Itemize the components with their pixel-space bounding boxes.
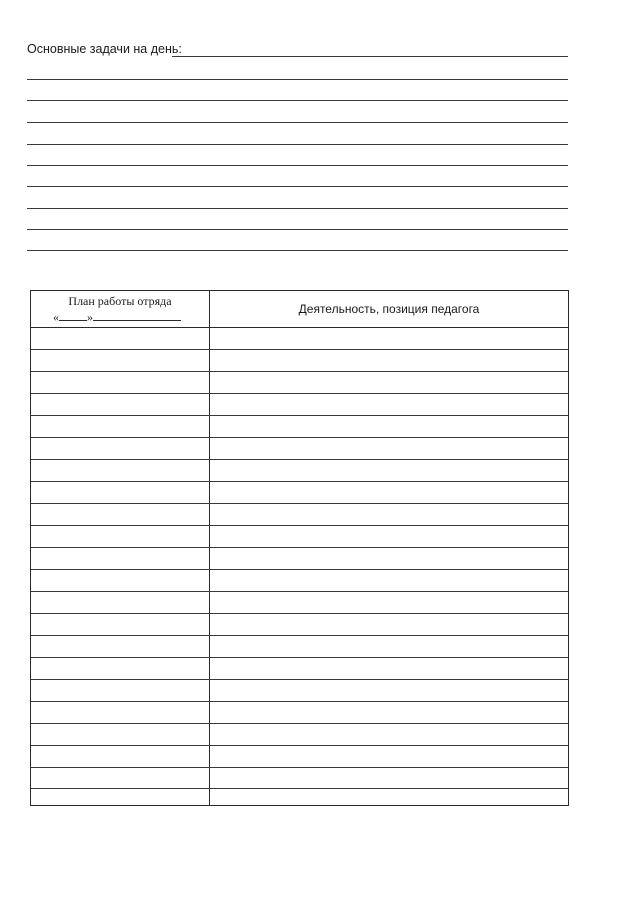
table-row-line bbox=[31, 767, 568, 768]
date-open-quote: « bbox=[53, 310, 59, 324]
tasks-writing-line bbox=[27, 186, 568, 187]
date-day-blank bbox=[59, 311, 87, 321]
daily-tasks-label: Основные задачи на день: bbox=[27, 42, 182, 56]
table-row-line bbox=[31, 481, 568, 482]
tasks-writing-line bbox=[27, 144, 568, 145]
tasks-writing-line bbox=[172, 56, 568, 57]
table-row-line bbox=[31, 613, 568, 614]
tasks-writing-line bbox=[27, 229, 568, 230]
plan-column-header bbox=[31, 294, 209, 308]
date-month-blank bbox=[93, 311, 181, 321]
tasks-writing-line bbox=[27, 208, 568, 209]
table-row-line bbox=[31, 393, 568, 394]
table-row-line bbox=[31, 525, 568, 526]
table-row-line bbox=[31, 591, 568, 592]
date-field bbox=[53, 311, 181, 323]
table-row-line bbox=[31, 635, 568, 636]
squad-plan-table bbox=[30, 290, 569, 806]
table-row-line bbox=[31, 569, 568, 570]
activity-column-header: Деятельность, позиция педагога bbox=[298, 302, 480, 316]
header-divider bbox=[31, 327, 568, 328]
table-row-line bbox=[31, 745, 568, 746]
tasks-writing-line bbox=[27, 122, 568, 123]
tasks-writing-line bbox=[27, 100, 568, 101]
table-row-line bbox=[31, 723, 568, 724]
table-row-line bbox=[31, 371, 568, 372]
date-close-quote: » bbox=[87, 310, 93, 324]
table-row-line bbox=[31, 657, 568, 658]
table-row-line bbox=[31, 503, 568, 504]
table-row-line bbox=[31, 547, 568, 548]
tasks-writing-line bbox=[27, 250, 568, 251]
table-row-line bbox=[31, 701, 568, 702]
column-divider bbox=[209, 291, 210, 805]
table-row-line bbox=[31, 679, 568, 680]
table-row-line bbox=[31, 415, 568, 416]
table-row-line bbox=[31, 437, 568, 438]
table-row-line bbox=[31, 349, 568, 350]
tasks-writing-line bbox=[27, 79, 568, 80]
plan-column-title: План работы отряда bbox=[68, 294, 172, 308]
table-row-line bbox=[31, 788, 568, 789]
table-row-line bbox=[31, 459, 568, 460]
tasks-writing-line bbox=[27, 165, 568, 166]
